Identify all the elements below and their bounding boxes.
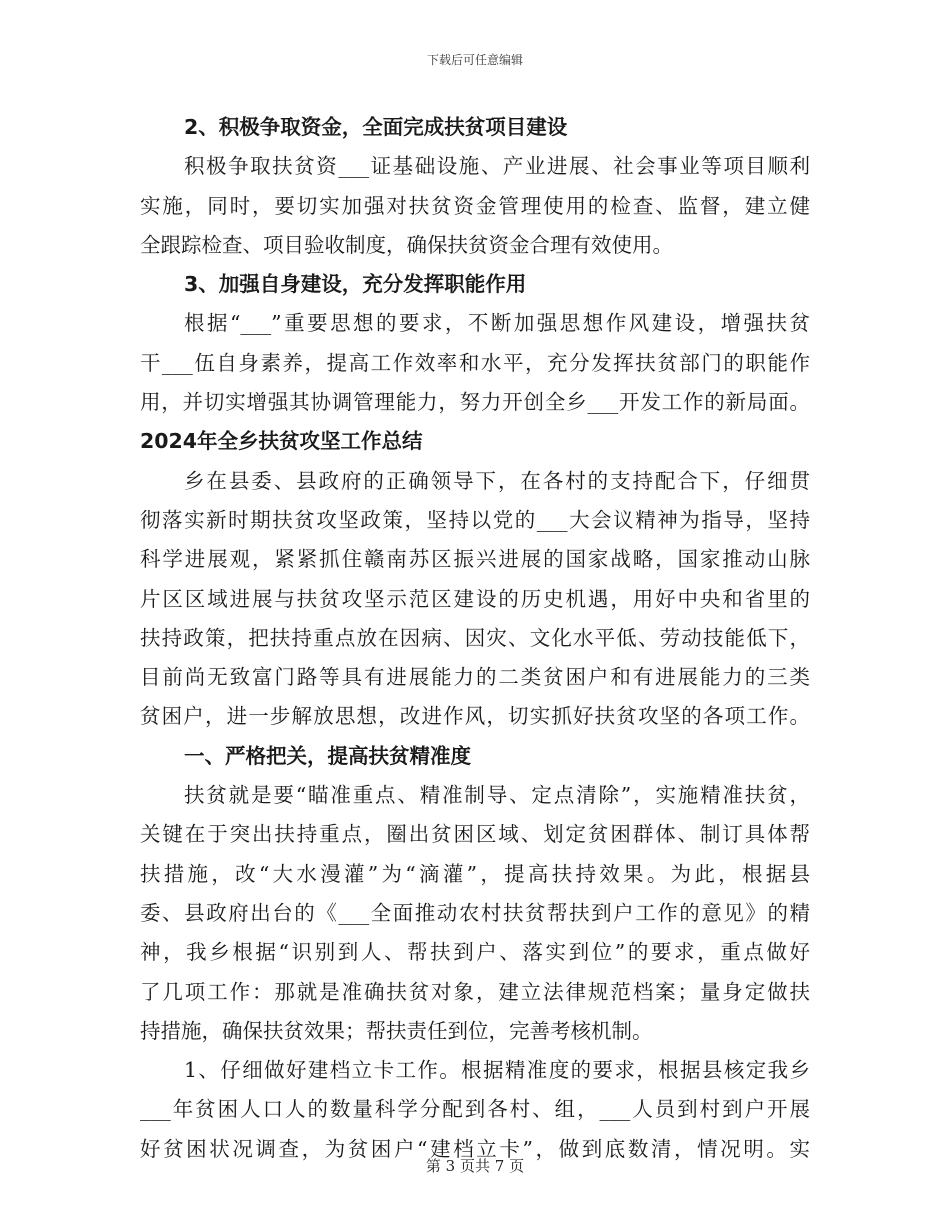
page-footer: 第 3 页共 7 页 xyxy=(425,1157,525,1175)
text-line: 科学进展观，紧紧抓住赣南苏区振兴进展的国家战略，国家推动山脉 xyxy=(140,547,810,572)
document-body xyxy=(140,108,810,1169)
text-line: ___年贫困人口人的数量科学分配到各村、组，___人员到村到户开展 xyxy=(140,1097,810,1122)
text-line: 用，并切实增强其协调管理能力，努力开创全乡___开发工作的新局面。 xyxy=(140,390,810,415)
text-line: 积极争取扶贫资___证基础设施、产业进展、社会事业等项目顺利 xyxy=(184,154,810,179)
text-line: 干___伍自身素养，提高工作效率和水平，充分发挥扶贫部门的职能作 xyxy=(140,350,810,375)
text-line: 1、仔细做好建档立卡工作。根据精准度的要求，根据县核定我乡 xyxy=(184,1058,810,1083)
text-line: 彻落实新时期扶贫攻坚政策，坚持以党的___大会议精神为指导，坚持 xyxy=(140,507,810,532)
text-line: 实施，同时，要切实加强对扶贫资金管理使用的检查、监督，建立健 xyxy=(140,193,810,218)
text-line: 扶贫就是要“瞄准重点、精准制导、定点清除”，实施精准扶贫， xyxy=(184,783,810,808)
text-line: 神，我乡根据“识别到人、帮扶到户、落实到位”的要求，重点做好 xyxy=(140,940,810,965)
section-title: 2024年全乡扶贫攻坚工作总结 xyxy=(140,429,423,454)
text-line: 了几项工作：那就是准确扶贫对象，建立法律规范档案；量身定做扶 xyxy=(140,979,810,1004)
text-line: 根据“___”重要思想的要求，不断加强思想作风建设，增强扶贫 xyxy=(184,311,810,336)
section-heading: 3、加强自身建设，充分发挥职能作用 xyxy=(184,272,527,297)
text-line: 好贫困状况调查，为贫困户“建档立卡”，做到底数清，情况明。实 xyxy=(140,1136,810,1161)
text-line: 扶措施，改“大水漫灌”为“滴灌”，提高扶持效果。为此，根据县 xyxy=(140,861,810,886)
text-line: 关键在于突出扶持重点，圈出贫困区域、划定贫困群体、制订具体帮 xyxy=(140,822,810,847)
text-line: 委、县政府出台的《___全面推动农村扶贫帮扶到户工作的意见》的精 xyxy=(140,900,810,925)
section-heading: 一、严格把关，提高扶贫精准度 xyxy=(184,743,471,768)
text-line: 片区区域进展与扶贫攻坚示范区建设的历史机遇，用好中央和省里的 xyxy=(140,586,810,611)
text-line: 全跟踪检查、项目验收制度，确保扶贫资金合理有效使用。 xyxy=(140,232,673,257)
section-heading: 2、积极争取资金，全面完成扶贫项目建设 xyxy=(184,115,568,139)
page-header: 下载后可任意编辑 xyxy=(426,53,523,67)
text-line: 贫困户，进一步解放思想，改进作风，切实抓好扶贫攻坚的各项工作。 xyxy=(140,704,810,729)
text-line: 扶持政策，把扶持重点放在因病、因灾、文化水平低、劳动技能低下， xyxy=(140,625,810,650)
text-line: 目前尚无致富门路等具有进展能力的二类贫困户和有进展能力的三类 xyxy=(140,665,810,690)
text-line: 持措施，确保扶贫效果；帮扶责任到位，完善考核机制。 xyxy=(140,1018,653,1043)
text-line: 乡在县委、县政府的正确领导下，在各村的支持配合下，仔细贯 xyxy=(184,468,810,493)
